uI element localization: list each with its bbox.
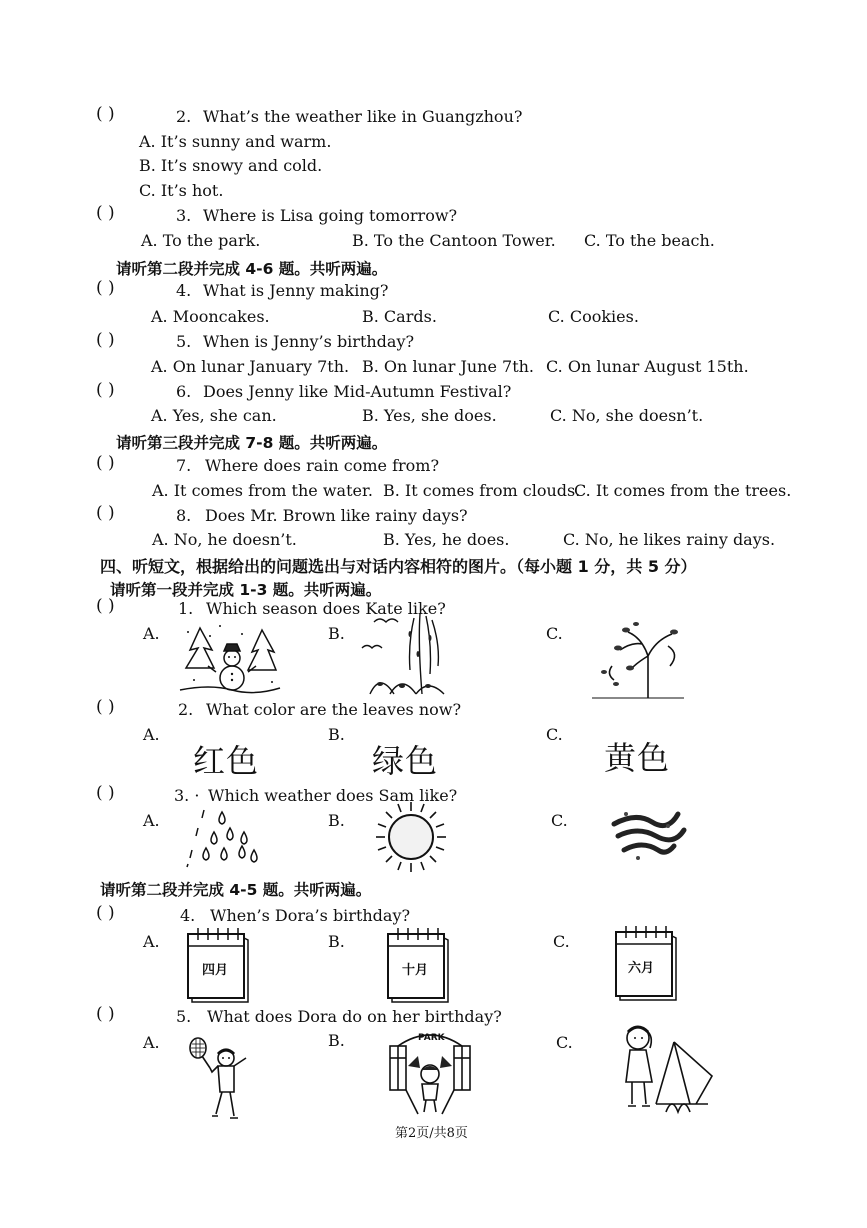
option-b: B. Cards. xyxy=(362,307,437,326)
option-a: A. xyxy=(143,811,160,830)
option-a: A. xyxy=(143,725,160,744)
sun-picture[interactable] xyxy=(374,800,448,874)
option-b: B. On lunar June 7th. xyxy=(362,357,535,376)
option-b: B. Yes, she does. xyxy=(362,406,497,425)
color-yellow-text[interactable]: 黄色 xyxy=(604,739,671,777)
answer-paren-q3[interactable]: ( ) xyxy=(96,203,115,223)
autumn-tree-picture[interactable] xyxy=(592,616,684,700)
option-b: B. It comes from clouds. xyxy=(383,481,581,500)
option-b: B. Yes, he does. xyxy=(383,530,510,549)
option-c: C. It comes from the trees. xyxy=(574,481,792,500)
question-text: What color are the leaves now? xyxy=(206,700,462,719)
page-footer: 第2页/共8页 xyxy=(395,1126,468,1141)
option-b: B. It’s snowy and cold. xyxy=(139,156,323,175)
question-number: 3. xyxy=(176,206,192,225)
badminton-player-picture[interactable] xyxy=(184,1036,256,1128)
answer-paren-q5[interactable]: ( ) xyxy=(96,330,115,350)
answer-paren-q7[interactable]: ( ) xyxy=(96,453,115,473)
question-number: 5. xyxy=(176,332,192,351)
question-text: Where is Lisa going tomorrow? xyxy=(203,206,458,225)
calendar-month: 六月 xyxy=(628,961,655,976)
option-c: C. To the beach. xyxy=(584,231,715,250)
calendar-month: 十月 xyxy=(402,963,429,978)
section-instruction: 请听第一段并完成 1-3 题。共听两遍。 xyxy=(110,581,382,599)
section-instruction: 请听第二段并完成 4-5 题。共听两遍。 xyxy=(100,881,372,899)
answer-paren-p4q3[interactable]: ( ) xyxy=(96,783,115,803)
option-c: C. xyxy=(546,624,563,643)
option-b: B. xyxy=(328,624,345,643)
option-b: B. xyxy=(328,725,345,744)
question-number: 4. xyxy=(176,281,192,300)
question-text: Does Mr. Brown like rainy days? xyxy=(205,506,468,525)
question-text: Which season does Kate like? xyxy=(206,599,446,618)
answer-paren-q6[interactable]: ( ) xyxy=(96,380,115,400)
question-text: Where does rain come from? xyxy=(205,456,440,475)
option-b: B. xyxy=(328,811,345,830)
option-c: C. xyxy=(551,811,568,830)
option-a: A. To the park. xyxy=(141,231,261,250)
color-red-text[interactable]: 红色 xyxy=(193,742,260,780)
question-number: 4. xyxy=(180,906,196,925)
calendar-month: 四月 xyxy=(202,963,229,978)
option-b: B. xyxy=(328,1031,345,1050)
section-instruction: 请听第三段并完成 7-8 题。共听两遍。 xyxy=(116,434,388,452)
section-instruction: 请听第二段并完成 4-6 题。共听两遍。 xyxy=(116,260,388,278)
question-number: 6. xyxy=(176,382,192,401)
question-text: What does Dora do on her birthday? xyxy=(207,1007,502,1026)
answer-paren-p4q4[interactable]: ( ) xyxy=(96,903,115,923)
option-c: C. xyxy=(546,725,563,744)
question-text: What is Jenny making? xyxy=(203,281,389,300)
park-sign-text: PARK xyxy=(418,1033,445,1043)
answer-paren-q2[interactable]: ( ) xyxy=(96,104,115,124)
park-gate-picture[interactable] xyxy=(384,1026,476,1114)
question-text: When’s Dora’s birthday? xyxy=(210,906,411,925)
option-a: A. xyxy=(143,1033,160,1052)
answer-paren-p4q1[interactable]: ( ) xyxy=(96,596,115,616)
question-text: Does Jenny like Mid-Autumn Festival? xyxy=(203,382,512,401)
option-c: C. xyxy=(556,1033,573,1052)
option-c: C. xyxy=(553,932,570,951)
option-a: A. It comes from the water. xyxy=(152,481,373,500)
question-text: Which weather does Sam like? xyxy=(208,786,458,805)
answer-paren-p4q2[interactable]: ( ) xyxy=(96,697,115,717)
option-a: A. xyxy=(143,932,160,951)
winter-snowman-picture[interactable] xyxy=(180,620,280,695)
question-text: When is Jenny’s birthday? xyxy=(203,332,415,351)
question-number: 7. xyxy=(176,456,192,475)
question-number: 8. xyxy=(176,506,192,525)
option-c: C. Cookies. xyxy=(548,307,639,326)
option-a: A. xyxy=(143,624,160,643)
answer-paren-q4[interactable]: ( ) xyxy=(96,278,115,298)
option-a: A. Mooncakes. xyxy=(151,307,270,326)
question-number: 2. xyxy=(178,700,194,719)
question-number: 5. xyxy=(176,1007,192,1026)
wind-picture[interactable] xyxy=(608,806,688,862)
option-c: C. It’s hot. xyxy=(139,181,224,200)
question-number: 2. xyxy=(176,107,192,126)
color-green-text[interactable]: 绿色 xyxy=(372,742,439,780)
option-c: C. On lunar August 15th. xyxy=(546,357,749,376)
option-c: C. No, she doesn’t. xyxy=(550,406,704,425)
option-a: A. It’s sunny and warm. xyxy=(139,132,332,151)
spring-birds-picture[interactable] xyxy=(360,614,446,698)
answer-paren-p4q5[interactable]: ( ) xyxy=(96,1004,115,1024)
rain-drops-picture[interactable] xyxy=(184,806,264,868)
calendar-june[interactable] xyxy=(612,924,680,1000)
question-number: 1. xyxy=(178,599,194,618)
option-a: A. On lunar January 7th. xyxy=(151,357,350,376)
section-heading: 四、听短文，根据给出的问题选出与对话内容相符的图片。（每小题 1 分，共 5 分） xyxy=(100,557,697,576)
question-number: 3. · xyxy=(174,786,200,805)
option-c: C. No, he likes rainy days. xyxy=(563,530,776,549)
camping-girl-picture[interactable] xyxy=(616,1022,720,1116)
option-b: B. xyxy=(328,932,345,951)
option-a: A. Yes, she can. xyxy=(151,406,277,425)
calendar-october[interactable] xyxy=(384,926,452,1002)
calendar-april[interactable] xyxy=(184,926,252,1002)
option-a: A. No, he doesn’t. xyxy=(152,530,297,549)
option-b: B. To the Cantoon Tower. xyxy=(352,231,556,250)
answer-paren-q8[interactable]: ( ) xyxy=(96,503,115,523)
question-text: What’s the weather like in Guangzhou? xyxy=(203,107,523,126)
